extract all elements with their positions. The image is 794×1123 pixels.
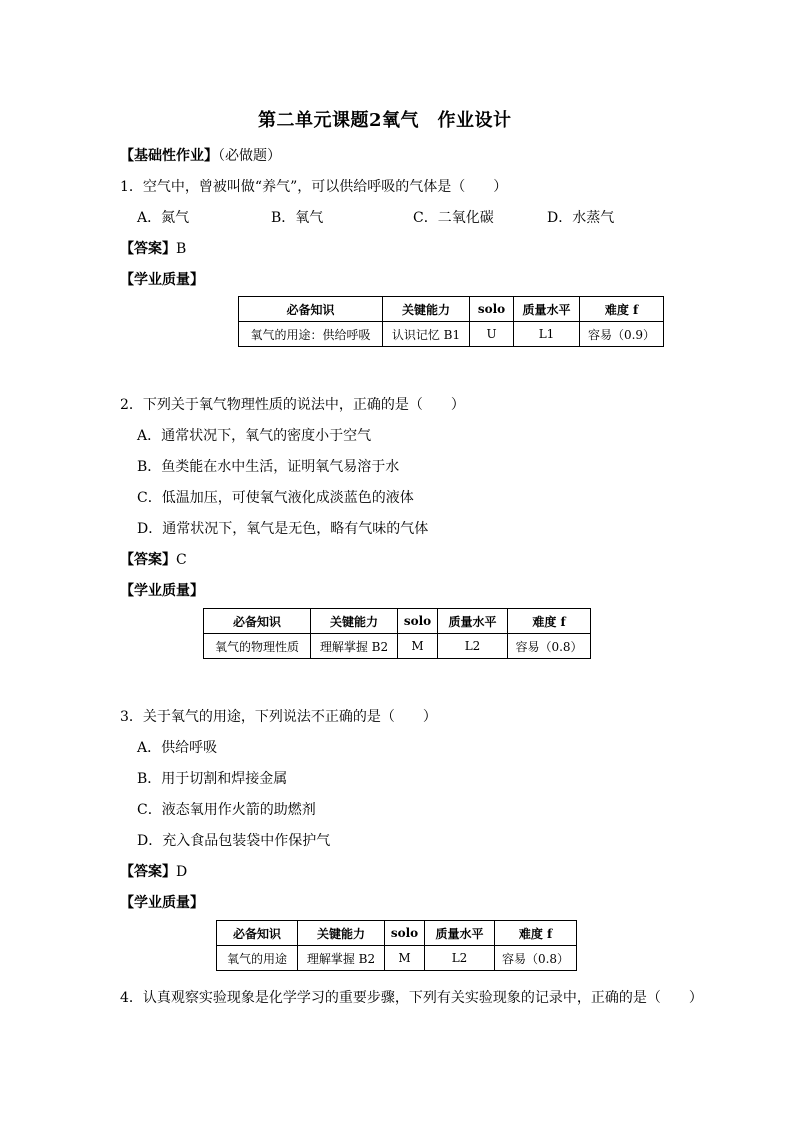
header-knowledge: 必备知识 — [217, 921, 298, 946]
table-header-row — [204, 609, 591, 634]
header-quality-level: 质量水平 — [514, 297, 580, 322]
cell-difficulty: 容易（0.9） — [580, 322, 664, 347]
question-2-option-a: A．通常状况下，氧气的密度小于空气 — [137, 428, 372, 444]
table-row — [217, 946, 577, 971]
quality-label: 【学业质量】 — [120, 895, 204, 911]
header-knowledge: 必备知识 — [204, 609, 311, 634]
quality-table-1 — [238, 296, 664, 347]
cell-difficulty: 容易（0.8） — [508, 634, 591, 659]
question-1-option-d: D．水蒸气 — [547, 210, 615, 226]
table-header-row — [239, 297, 664, 322]
header-solo: solo — [385, 921, 425, 946]
question-3-stem: 3．关于氧气的用途，下列说法不正确的是（ ） — [120, 709, 437, 725]
cell-difficulty: 容易（0.8） — [495, 946, 577, 971]
header-difficulty: 难度 f — [508, 609, 591, 634]
answer-label: 【答案】 — [120, 552, 176, 568]
header-quality-level: 质量水平 — [425, 921, 495, 946]
quality-table-2 — [203, 608, 591, 659]
cell-knowledge: 氧气的用途 — [217, 946, 298, 971]
question-2-option-d: D．通常状况下，氧气是无色，略有气味的气体 — [137, 521, 429, 537]
header-difficulty: 难度 f — [580, 297, 664, 322]
section-label: 【基础性作业】 — [120, 148, 218, 164]
header-ability: 关键能力 — [383, 297, 470, 322]
header-solo: solo — [470, 297, 514, 322]
quality-table-3 — [216, 920, 577, 971]
answer-value: B — [176, 241, 187, 257]
cell-quality-level: L2 — [438, 634, 508, 659]
answer-value: C — [176, 552, 187, 568]
table-header-row — [217, 921, 577, 946]
header-solo: solo — [398, 609, 438, 634]
question-3-answer — [120, 861, 187, 881]
cell-ability: 理解掌握 B2 — [298, 946, 385, 971]
question-3-option-c: C．液态氧用作火箭的助燃剂 — [137, 802, 316, 818]
question-2-stem: 2．下列关于氧气物理性质的说法中，正确的是（ ） — [120, 397, 465, 413]
question-1-option-c: C．二氧化碳 — [413, 210, 494, 226]
question-2-option-b: B．鱼类能在水中生活，证明氧气易溶于水 — [137, 459, 400, 475]
question-1-option-b: B．氧气 — [271, 210, 324, 226]
answer-value: D — [176, 864, 188, 880]
cell-ability: 认识记忆 B1 — [383, 322, 470, 347]
question-2-answer — [120, 549, 187, 569]
header-knowledge: 必备知识 — [239, 297, 383, 322]
cell-solo: M — [398, 634, 438, 659]
header-quality-level: 质量水平 — [438, 609, 508, 634]
header-ability: 关键能力 — [311, 609, 398, 634]
cell-ability: 理解掌握 B2 — [311, 634, 398, 659]
question-1-stem: 1．空气中，曾被叫做“养气”，可以供给呼吸的气体是（ ） — [120, 179, 508, 195]
section-heading — [120, 145, 281, 165]
cell-quality-level: L1 — [514, 322, 580, 347]
question-1-answer — [120, 238, 186, 258]
question-4-stem: 4．认真观察实验现象是化学学习的重要步骤，下列有关实验现象的记录中，正确的是（ ） — [120, 990, 703, 1006]
table-row — [239, 322, 664, 347]
quality-label: 【学业质量】 — [120, 272, 204, 288]
cell-knowledge: 氧气的用途：供给呼吸 — [239, 322, 383, 347]
cell-solo: U — [470, 322, 514, 347]
cell-quality-level: L2 — [425, 946, 495, 971]
cell-solo: M — [385, 946, 425, 971]
table-row — [204, 634, 591, 659]
quality-label: 【学业质量】 — [120, 583, 204, 599]
header-difficulty: 难度 f — [495, 921, 577, 946]
header-ability: 关键能力 — [298, 921, 385, 946]
question-3-option-a: A．供给呼吸 — [137, 740, 218, 756]
question-1-option-a: A．氮气 — [137, 210, 190, 226]
page-title: 第二单元课题2氧气 作业设计 — [258, 110, 512, 131]
answer-label: 【答案】 — [120, 864, 176, 880]
question-2-option-c: C．低温加压，可使氧气液化成淡蓝色的液体 — [137, 490, 414, 506]
question-3-option-d: D．充入食品包装袋中作保护气 — [137, 833, 331, 849]
section-note: （必做题） — [218, 148, 281, 164]
question-3-option-b: B．用于切割和焊接金属 — [137, 771, 288, 787]
answer-label: 【答案】 — [120, 241, 176, 257]
cell-knowledge: 氧气的物理性质 — [204, 634, 311, 659]
